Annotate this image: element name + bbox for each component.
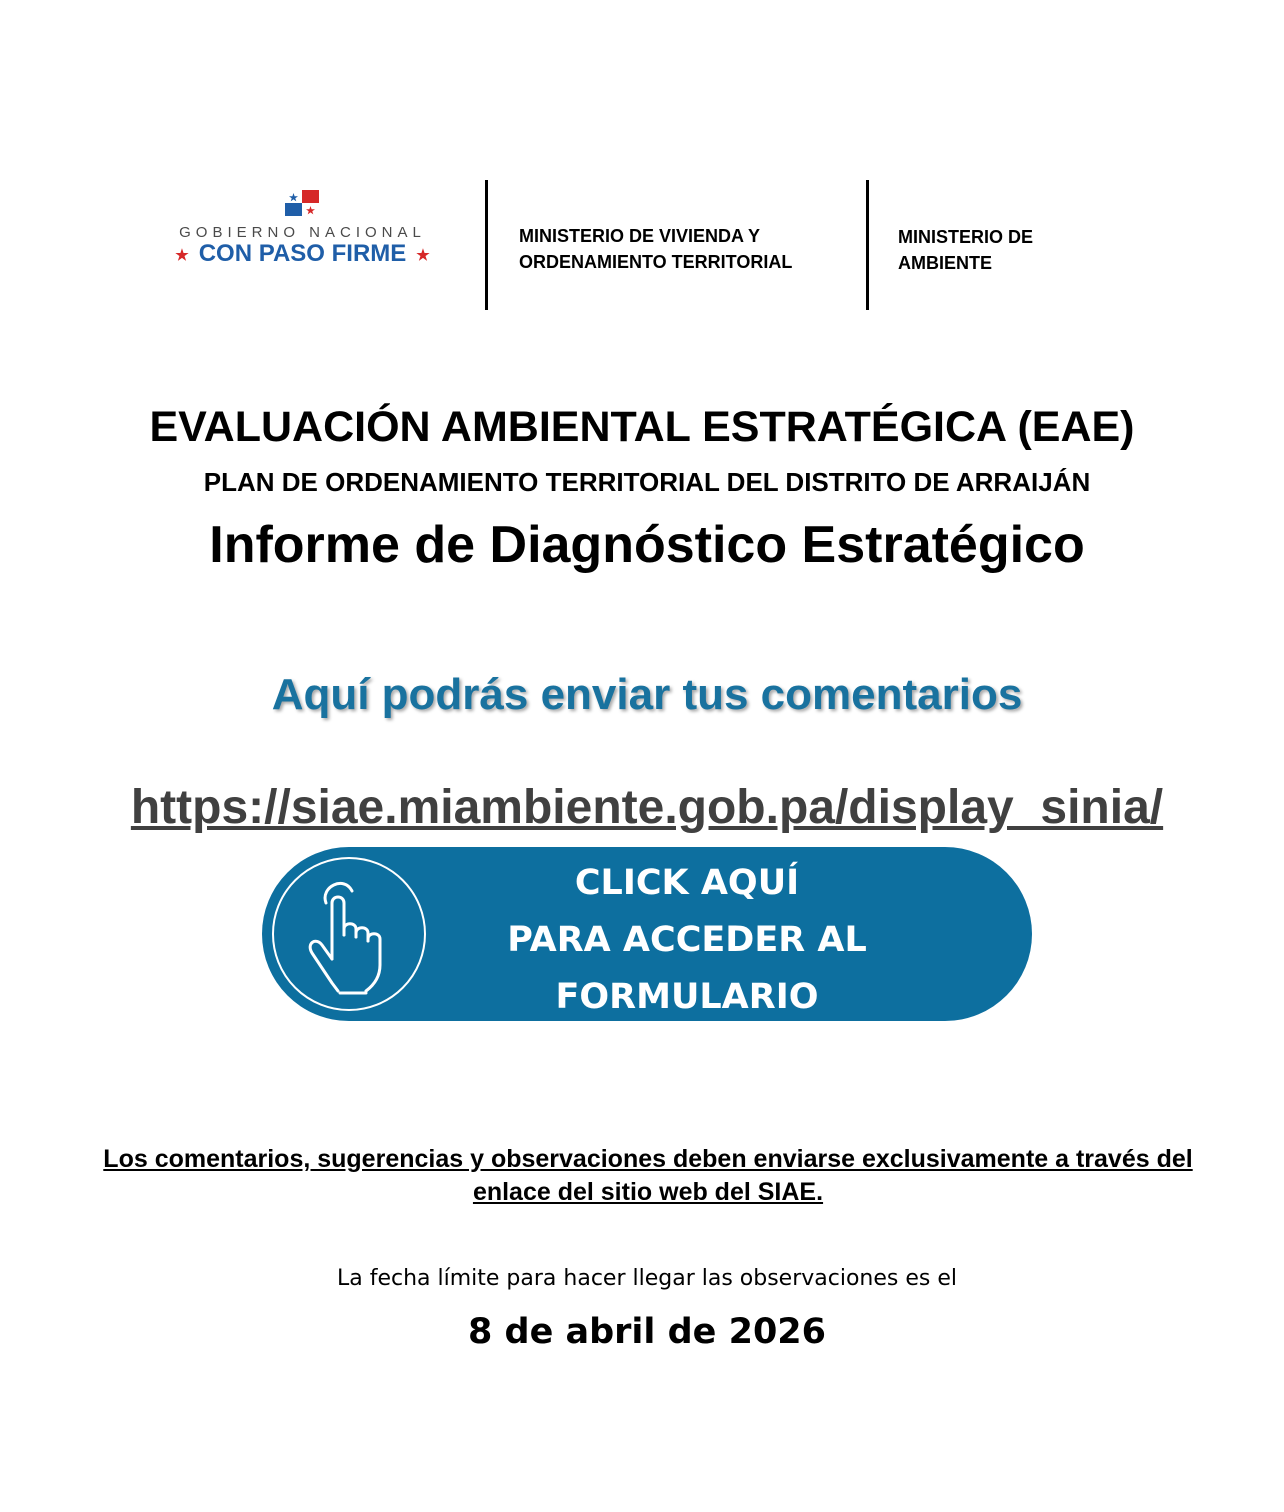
deadline-date: 8 de abril de 2026 <box>467 1312 826 1352</box>
button-label-line2: PARA ACCEDER AL <box>507 920 867 960</box>
comments-heading: Aquí podrás enviar tus comentarios <box>271 670 1023 719</box>
panama-flag-icon <box>285 190 319 216</box>
ministry-housing-name: MINISTERIO DE VIVIENDA Y ORDENAMIENTO TERRITORIAL <box>519 226 793 272</box>
button-label-line1: CLICK AQUÍ <box>574 863 800 903</box>
hand-icon-circle <box>272 857 426 1011</box>
header-divider <box>485 180 488 310</box>
logo-slogan: CON PASO FIRME <box>198 240 407 267</box>
ministry-environment-name: MINISTERIO DE AMBIENTE <box>898 227 1034 273</box>
logo-line-con-paso-firme <box>150 240 455 268</box>
exclusive-channel-notice: Los comentarios, sugerencias y observaciones deben enviarse exclusivamente a través del enlace del sitio web del SIAE. <box>103 1145 1193 1206</box>
deadline-text: La fecha límite para hacer llegar las observaciones es el <box>336 1266 957 1291</box>
button-label-line3: FORMULARIO <box>555 977 819 1017</box>
pointing-hand-icon <box>304 873 398 997</box>
plan-subtitle: PLAN DE ORDENAMIENTO TERRITORIAL DEL DISTRITO DE ARRAIJÁN <box>203 467 1091 497</box>
siae-link[interactable]: https://siae.miambiente.gob.pa/display_sinia/ <box>130 781 1164 834</box>
main-title: EVALUACIÓN AMBIENTAL ESTRATÉGICA (EAE) <box>149 403 1135 451</box>
gobierno-nacional-logo <box>150 190 455 280</box>
button-label <box>422 855 952 1026</box>
access-form-button[interactable] <box>262 847 1032 1021</box>
report-title: Informe de Diagnóstico Estratégico <box>209 516 1085 574</box>
star-icon: ★ <box>175 246 189 264</box>
logo-line-gobierno-nacional: GOBIERNO NACIONAL <box>179 224 426 241</box>
star-icon: ★ <box>416 246 430 264</box>
header-divider <box>866 180 869 310</box>
